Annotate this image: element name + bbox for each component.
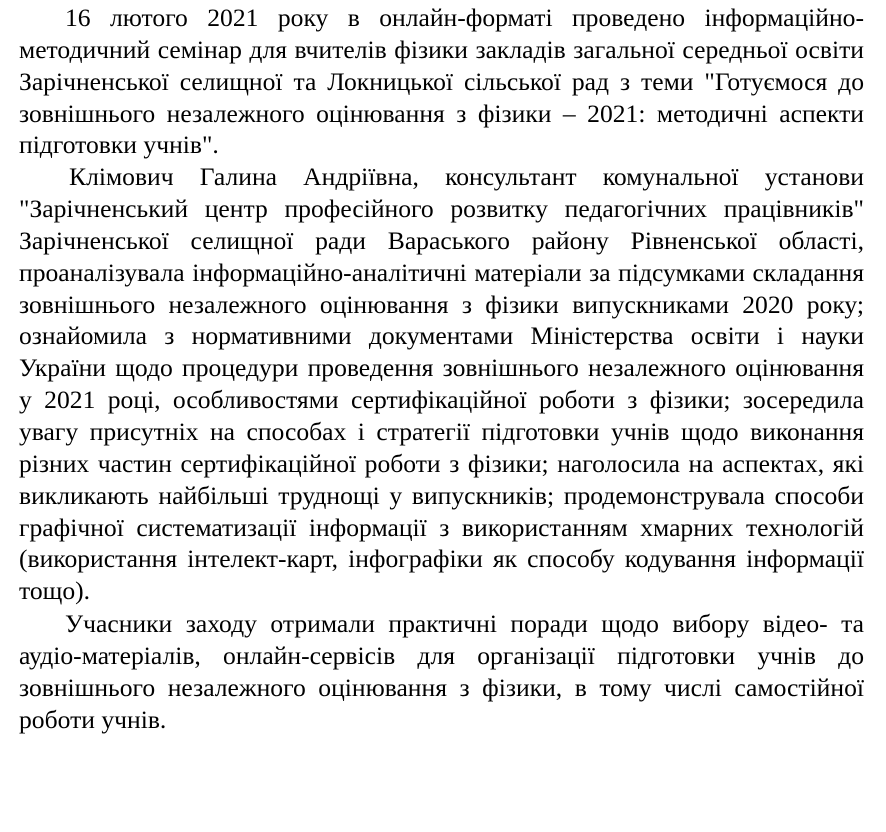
paragraph-seminar-announcement: 16 лютого 2021 року в онлайн-форматі проведено інформаційно-методичний семінар для вчителів фізики закладів загальної середньої освіти Зарічненської селищної та Локницької сільської рад з теми "Готуємося до зовнішнього незалежного оцінювання з фізики – 2021: методичні аспекти підготовки учнів". [19,3,864,160]
paragraph-consultant-report: Клімович Галина Андріївна, консультант комунальної установи "Зарічненський центр професійного розвитку педагогічних працівників" Зарічненської селищної ради Вараського району Рівненської області, проаналізувала інформаційно-аналітичні матеріали за підсумками складання зовнішнього незалежного оцінювання з фізики випускниками 2020 року; ознайомила з нормативними документами Міністерства освіти і науки України щодо процедури проведення зовнішнього незалежного оцінювання у 2021 році, особливостями сертифікаційної роботи з фізики; зосередила увагу присутніх на способах і стратегії підготовки учнів щодо виконання різних частин сертифікаційної роботи з фізики; наголосила на аспектах, які викликають найбільші труднощі у випускників; продемонструвала способи графічної систематизації інформації з використанням хмарних технологій (використання інтелект-карт, інфографіки як способу кодування інформації тощо). [19,162,864,606]
paragraph-participants-advice: Учасники заходу отримали практичні поради щодо вибору відео- та аудіо-матеріалів, онлайн-сервісів для організації підготовки учнів до зовнішнього незалежного оцінювання з фізики, в тому числі самостійної роботи учнів. [19,609,864,734]
